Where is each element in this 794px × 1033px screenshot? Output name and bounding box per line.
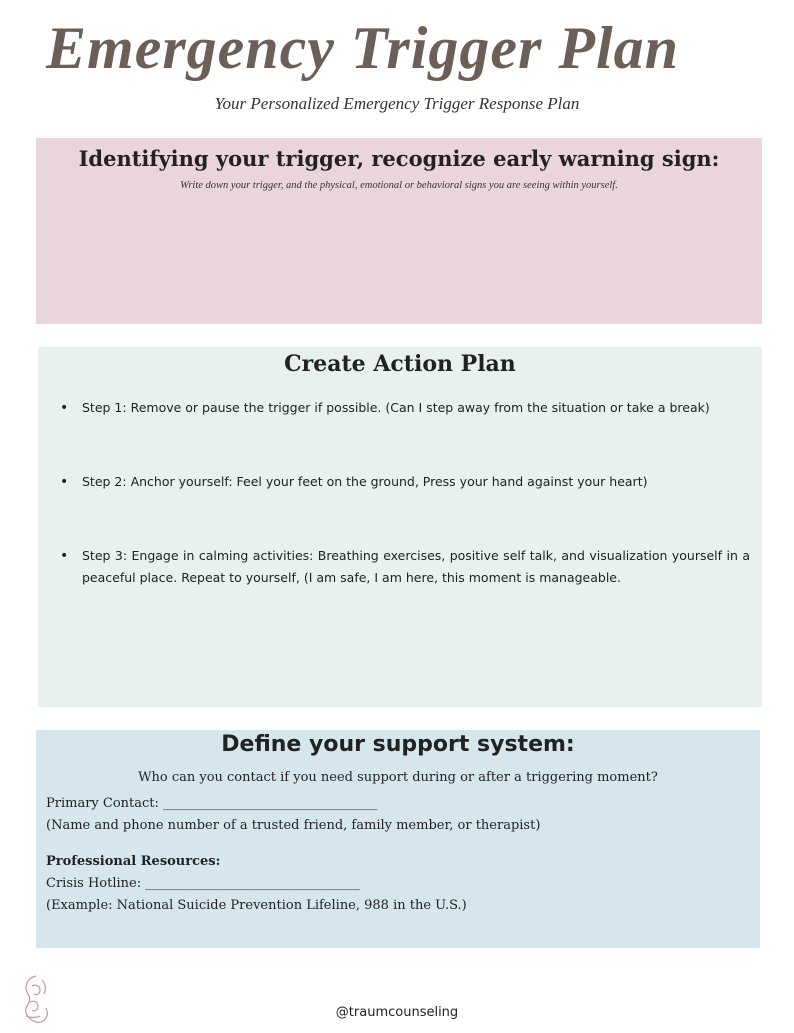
- action-step-1: • Step 1: Remove or pause the trigger if possible. (Can I step away from the situation or take a break): [60, 397, 750, 419]
- trigger-section: [36, 138, 762, 324]
- action-step-2: • Step 2: Anchor yourself: Feel your feet on the ground, Press your hand against your heart): [60, 471, 750, 493]
- professional-resources-heading: Professional Resources:: [46, 854, 221, 869]
- action-steps-list: [60, 397, 750, 589]
- page-subtitle: Your Personalized Emergency Trigger Response Plan: [214, 94, 580, 113]
- crisis-hotline-field[interactable]: Crisis Hotline: _________________________________: [46, 876, 360, 891]
- trigger-heading: Identifying your trigger, recognize early warning sign:: [78, 146, 720, 171]
- action-step-3: • Step 3: Engage in calming activities: Breathing exercises, positive self talk, and visualization yourself in a peaceful place. Repeat to yourself, (I am safe, I am here, this moment is manageable.: [60, 545, 750, 589]
- action-plan-heading: Create Action Plan: [284, 351, 516, 377]
- page-title: Emergency Trigger Plan: [46, 15, 680, 81]
- primary-contact-note: (Name and phone number of a trusted friend, family member, or therapist): [46, 818, 541, 833]
- crisis-example-note: (Example: National Suicide Prevention Lifeline, 988 in the U.S.): [46, 898, 467, 913]
- primary-contact-field[interactable]: Primary Contact: _________________________________: [46, 796, 378, 811]
- trigger-instructions: Write down your trigger, and the physical, emotional or behavioral signs you are seeing within yourself.: [180, 180, 618, 191]
- support-system-section: [36, 730, 760, 948]
- action-plan-section: [38, 347, 762, 707]
- footer-handle: @traumcounseling: [335, 1005, 459, 1020]
- support-question: Who can you contact if you need support during or after a triggering moment?: [138, 770, 658, 785]
- support-heading: Define your support system:: [221, 732, 575, 757]
